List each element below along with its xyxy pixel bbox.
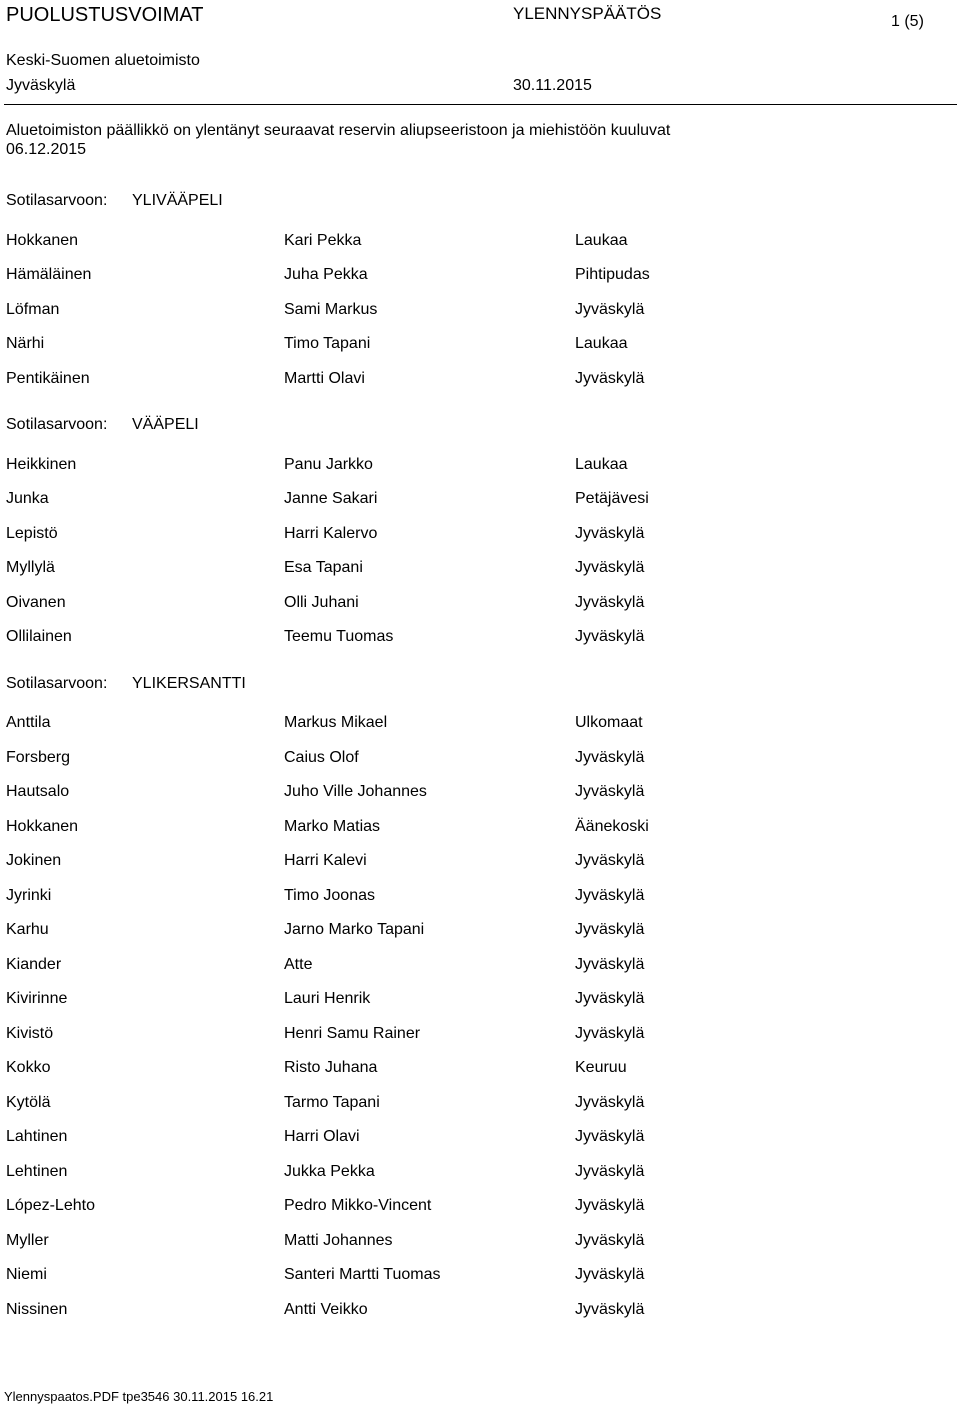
place: Jyväskylä [575, 1197, 645, 1214]
given-names: Martti Olavi [284, 370, 365, 387]
document-date: 30.11.2015 [513, 77, 592, 94]
given-names: Kari Pekka [284, 232, 362, 249]
list-item [0, 335, 960, 355]
list-item [0, 301, 960, 321]
given-names: Marko Matias [284, 818, 381, 835]
list-item [0, 525, 960, 545]
place: Jyväskylä [575, 525, 645, 542]
place: Laukaa [575, 456, 628, 473]
list-item [0, 749, 960, 769]
surname: Junka [6, 490, 49, 507]
surname: Oivanen [6, 594, 66, 611]
given-names: Caius Olof [284, 749, 359, 766]
given-names: Teemu Tuomas [284, 628, 394, 645]
surname: Löfman [6, 301, 60, 318]
given-names: Harri Kalevi [284, 852, 367, 869]
given-names: Juho Ville Johannes [284, 783, 427, 800]
place: Äänekoski [575, 818, 649, 835]
given-names: Matti Johannes [284, 1232, 393, 1249]
list-item [0, 1025, 960, 1045]
given-names: Lauri Henrik [284, 990, 371, 1007]
list-item [0, 559, 960, 579]
given-names: Santeri Martti Tuomas [284, 1266, 441, 1283]
place: Keuruu [575, 1059, 627, 1076]
surname: Niemi [6, 1266, 47, 1283]
rank-label: Sotilasarvoon: [6, 416, 108, 433]
list-item [0, 887, 960, 907]
place: Jyväskylä [575, 301, 645, 318]
surname: Lehtinen [6, 1163, 68, 1180]
list-item [0, 1059, 960, 1079]
surname: Kivirinne [6, 990, 68, 1007]
intro-text: Aluetoimiston päällikkö on ylentänyt seuraavat reservin aliupseeristoon ja miehistöön kuuluvat 06.12.2015 [6, 122, 671, 158]
given-names: Henri Samu Rainer [284, 1025, 421, 1042]
given-names: Atte [284, 956, 313, 973]
place: Ulkomaat [575, 714, 643, 731]
given-names: Juha Pekka [284, 266, 368, 283]
list-item [0, 1128, 960, 1148]
given-names: Tarmo Tapani [284, 1094, 380, 1111]
rank-heading: YLIVÄÄPELI [132, 192, 223, 209]
list-item [0, 990, 960, 1010]
given-names: Sami Markus [284, 301, 378, 318]
rank-heading: YLIKERSANTTI [132, 675, 246, 692]
place: Jyväskylä [575, 1232, 645, 1249]
header-divider [4, 104, 957, 105]
given-names: Markus Mikael [284, 714, 388, 731]
list-item [0, 1163, 960, 1183]
surname: Anttila [6, 714, 51, 731]
surname: Kytölä [6, 1094, 51, 1111]
rank-heading: VÄÄPELI [132, 416, 199, 433]
list-item [0, 456, 960, 476]
list-item [0, 1197, 960, 1217]
place: Jyväskylä [575, 1163, 645, 1180]
given-names: Jarno Marko Tapani [284, 921, 425, 938]
surname: Kiander [6, 956, 62, 973]
rank-label: Sotilasarvoon: [6, 192, 108, 209]
office-name: Keski-Suomen aluetoimisto [6, 52, 200, 69]
surname: Hautsalo [6, 783, 70, 800]
given-names: Panu Jarkko [284, 456, 373, 473]
place: Jyväskylä [575, 921, 645, 938]
list-item [0, 852, 960, 872]
surname: López-Lehto [6, 1197, 95, 1214]
surname: Hämäläinen [6, 266, 92, 283]
footer-text: Ylennyspaatos.PDF tpe3546 30.11.2015 16.21 [4, 1389, 274, 1404]
given-names: Risto Juhana [284, 1059, 378, 1076]
place: Laukaa [575, 232, 628, 249]
place: Jyväskylä [575, 594, 645, 611]
list-item [0, 1232, 960, 1252]
list-item [0, 628, 960, 648]
place: Jyväskylä [575, 956, 645, 973]
surname: Myller [6, 1232, 49, 1249]
given-names: Jukka Pekka [284, 1163, 375, 1180]
given-names: Harri Kalervo [284, 525, 378, 542]
page-number: 1 (5) [891, 13, 924, 30]
list-item [0, 266, 960, 286]
place: Jyväskylä [575, 559, 645, 576]
surname: Kivistö [6, 1025, 54, 1042]
given-names: Harri Olavi [284, 1128, 360, 1145]
list-item [0, 956, 960, 976]
place: Jyväskylä [575, 1301, 645, 1318]
office-city: Jyväskylä [6, 77, 76, 94]
surname: Jokinen [6, 852, 62, 869]
surname: Karhu [6, 921, 49, 938]
place: Jyväskylä [575, 749, 645, 766]
given-names: Esa Tapani [284, 559, 363, 576]
surname: Forsberg [6, 749, 71, 766]
place: Jyväskylä [575, 1128, 645, 1145]
list-item [0, 783, 960, 803]
surname: Myllylä [6, 559, 55, 576]
place: Jyväskylä [575, 852, 645, 869]
surname: Nissinen [6, 1301, 68, 1318]
surname: Lepistö [6, 525, 58, 542]
list-item [0, 714, 960, 734]
surname: Hokkanen [6, 232, 79, 249]
surname: Hokkanen [6, 818, 79, 835]
list-item [0, 370, 960, 390]
place: Jyväskylä [575, 887, 645, 904]
list-item [0, 232, 960, 252]
given-names: Pedro Mikko-Vincent [284, 1197, 432, 1214]
list-item [0, 594, 960, 614]
place: Jyväskylä [575, 370, 645, 387]
surname: Kokko [6, 1059, 51, 1076]
place: Petäjävesi [575, 490, 649, 507]
given-names: Antti Veikko [284, 1301, 368, 1318]
place: Pihtipudas [575, 266, 650, 283]
place: Jyväskylä [575, 1094, 645, 1111]
list-item [0, 1266, 960, 1286]
given-names: Janne Sakari [284, 490, 378, 507]
given-names: Timo Tapani [284, 335, 371, 352]
surname: Jyrinki [6, 887, 52, 904]
organization-name: PUOLUSTUSVOIMAT [6, 4, 204, 26]
surname: Lahtinen [6, 1128, 68, 1145]
surname: Heikkinen [6, 456, 77, 473]
given-names: Olli Juhani [284, 594, 359, 611]
list-item [0, 1301, 960, 1321]
place: Jyväskylä [575, 628, 645, 645]
list-item [0, 1094, 960, 1114]
list-item [0, 818, 960, 838]
given-names: Timo Joonas [284, 887, 375, 904]
place: Laukaa [575, 335, 628, 352]
document-type: YLENNYSPÄÄTÖS [513, 4, 662, 23]
place: Jyväskylä [575, 990, 645, 1007]
list-item [0, 921, 960, 941]
rank-label: Sotilasarvoon: [6, 675, 108, 692]
surname: Närhi [6, 335, 45, 352]
place: Jyväskylä [575, 783, 645, 800]
surname: Ollilainen [6, 628, 72, 645]
list-item [0, 490, 960, 510]
place: Jyväskylä [575, 1025, 645, 1042]
surname: Pentikäinen [6, 370, 90, 387]
place: Jyväskylä [575, 1266, 645, 1283]
